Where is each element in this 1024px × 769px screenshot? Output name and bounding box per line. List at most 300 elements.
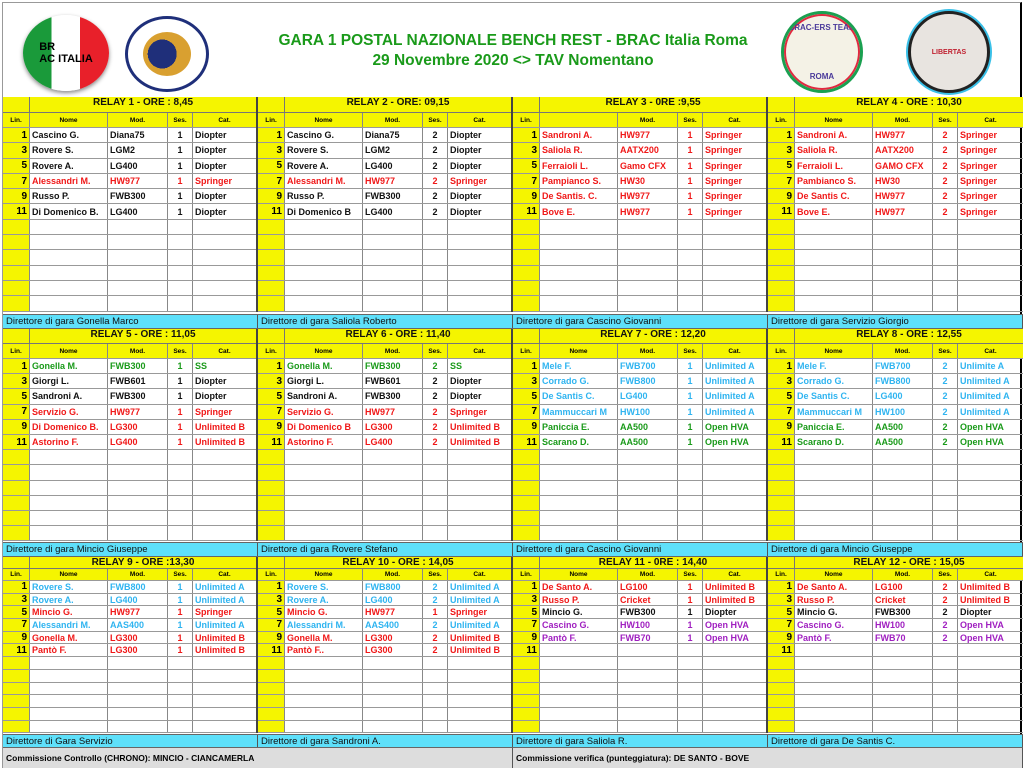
column-header: Lin. <box>3 113 30 127</box>
lane-number <box>258 250 285 264</box>
category: Unlimited B <box>450 645 501 656</box>
category: Diopter <box>195 206 227 217</box>
rifle-model: FWB300 <box>873 606 933 618</box>
rifle-model: FWB800 <box>618 374 678 388</box>
rifle-model: HW100 <box>873 405 933 419</box>
session <box>678 657 703 669</box>
session: 1 <box>678 435 703 449</box>
session <box>678 526 703 540</box>
shooter-name <box>795 220 873 234</box>
category <box>193 721 256 733</box>
column-header: Ses. <box>168 113 193 127</box>
rifle-model: FWB300 <box>363 189 423 203</box>
category: Unlimited A <box>705 376 755 387</box>
lane-number: 5 <box>513 389 540 403</box>
lane-number: 7 <box>3 619 30 631</box>
rifle-model <box>108 450 168 464</box>
category: Springer <box>450 406 488 417</box>
lin-spacer <box>513 557 540 568</box>
category: Unlimited A <box>195 619 245 630</box>
shooter-name <box>540 496 618 510</box>
relay-title-row <box>3 329 256 344</box>
category <box>703 235 766 249</box>
lane-number: 7 <box>768 174 795 188</box>
rifle-model: HW100 <box>618 405 678 419</box>
table-row <box>513 420 766 435</box>
session <box>168 670 193 682</box>
table-row <box>513 581 766 594</box>
rifle-model <box>108 281 168 295</box>
table-row <box>258 511 511 526</box>
rifle-model: FWB700 <box>618 359 678 373</box>
shooter-name: Rovere A. <box>285 594 363 606</box>
column-header: Lin. <box>513 113 540 127</box>
lane-number <box>513 670 540 682</box>
table-row <box>258 435 511 450</box>
category <box>958 281 1023 295</box>
column-header: Nome <box>795 113 873 127</box>
shooter-name <box>30 496 108 510</box>
category: Unlimited A <box>705 361 755 372</box>
rifle-model <box>873 220 933 234</box>
category <box>193 266 256 280</box>
table-row <box>513 296 766 311</box>
shooter-name: Russo P. <box>540 594 618 606</box>
table-row <box>3 250 256 265</box>
category <box>703 708 766 720</box>
table-row <box>3 435 256 450</box>
lane-number: 11 <box>513 644 540 656</box>
rifle-model: FWB601 <box>108 374 168 388</box>
rifle-model: LG400 <box>363 435 423 449</box>
lane-number: 9 <box>3 420 30 434</box>
lane-number: 3 <box>258 594 285 606</box>
relay-title-row <box>513 97 766 113</box>
shooter-name <box>795 644 873 656</box>
column-header: Ses. <box>423 344 448 358</box>
column-header: Mod. <box>618 113 678 127</box>
rifle-model: Cricket <box>873 594 933 606</box>
lane-number <box>258 281 285 295</box>
table-row <box>258 159 511 174</box>
table-row <box>513 670 766 683</box>
column-header-row <box>768 344 1023 359</box>
shooter-name: Russo P. <box>795 594 873 606</box>
shooter-name: Alessandri M. <box>285 174 363 188</box>
rifle-model <box>873 235 933 249</box>
category <box>448 708 511 720</box>
table-row <box>3 235 256 250</box>
session: 1 <box>168 619 193 631</box>
column-header: Lin. <box>513 569 540 580</box>
rifle-model <box>363 250 423 264</box>
column-header-row <box>513 113 766 128</box>
shooter-name <box>540 266 618 280</box>
session <box>423 235 448 249</box>
column-header: Ses. <box>678 569 703 580</box>
lane-number: 7 <box>513 619 540 631</box>
table-row <box>3 695 256 708</box>
shooter-name: Di Domenico B. <box>30 204 108 218</box>
race-director: Direttore di gara Saliola R. <box>513 735 768 747</box>
lane-number <box>768 526 795 540</box>
shooter-name <box>540 657 618 669</box>
session: 1 <box>168 606 193 618</box>
shooter-name: Cascino G. <box>795 619 873 631</box>
rifle-model <box>873 266 933 280</box>
lane-number: 11 <box>768 644 795 656</box>
shooter-name <box>285 220 363 234</box>
table-row <box>258 708 511 721</box>
shooter-name <box>285 250 363 264</box>
lane-number <box>3 708 30 720</box>
session <box>168 683 193 695</box>
session <box>933 526 958 540</box>
category <box>958 450 1023 464</box>
lane-number: 3 <box>513 374 540 388</box>
rifle-model: LG100 <box>618 581 678 593</box>
table-row <box>3 359 256 374</box>
lane-number: 9 <box>258 632 285 644</box>
race-director: Direttore di gara Cascino Giovanni <box>513 315 768 328</box>
lane-number <box>3 220 30 234</box>
relay-title-row <box>513 329 766 344</box>
lane-number <box>768 708 795 720</box>
rifle-model <box>363 465 423 479</box>
lane-number: 3 <box>513 143 540 157</box>
shooter-name: Giorgi L. <box>285 374 363 388</box>
lane-number: 9 <box>513 420 540 434</box>
shooter-name: Astorino F. <box>285 435 363 449</box>
column-header-row <box>3 569 256 581</box>
rifle-model: LG300 <box>363 632 423 644</box>
session <box>423 670 448 682</box>
lane-number: 9 <box>513 632 540 644</box>
session <box>423 250 448 264</box>
rifle-model <box>618 708 678 720</box>
category: Springer <box>960 176 998 187</box>
session <box>678 450 703 464</box>
shooter-name <box>540 511 618 525</box>
shooter-name <box>285 296 363 310</box>
lane-number: 3 <box>768 594 795 606</box>
category <box>703 465 766 479</box>
shooter-name <box>795 511 873 525</box>
lane-number <box>258 450 285 464</box>
rifle-model <box>873 695 933 707</box>
lin-spacer <box>3 557 30 568</box>
lane-number <box>768 511 795 525</box>
relay-title: RELAY 2 - ORE: 09,15 <box>346 97 450 108</box>
column-header: Ses. <box>423 113 448 127</box>
table-row <box>3 511 256 526</box>
shooter-name <box>30 296 108 310</box>
lane-number <box>258 708 285 720</box>
shooter-name <box>540 708 618 720</box>
lane-number <box>513 496 540 510</box>
table-row <box>258 526 511 541</box>
session: 2 <box>423 632 448 644</box>
session: 2 <box>933 389 958 403</box>
table-row <box>3 721 256 734</box>
category: Unlimited A <box>195 581 245 592</box>
rifle-model: AATX200 <box>873 143 933 157</box>
session <box>678 708 703 720</box>
column-header: Mod. <box>873 569 933 580</box>
category: Unlimited A <box>195 594 245 605</box>
rifle-model <box>363 220 423 234</box>
column-header: Mod. <box>108 569 168 580</box>
shooter-name <box>540 450 618 464</box>
session <box>168 526 193 540</box>
category <box>703 683 766 695</box>
lane-number: 7 <box>3 174 30 188</box>
rifle-model <box>108 496 168 510</box>
table-row <box>768 235 1023 250</box>
column-header: Mod. <box>618 344 678 358</box>
table-row <box>768 250 1023 265</box>
session <box>423 296 448 310</box>
session <box>933 296 958 310</box>
rifle-model <box>873 670 933 682</box>
lane-number <box>3 721 30 733</box>
lane-number: 5 <box>3 389 30 403</box>
category <box>958 220 1023 234</box>
rifle-model: HW977 <box>363 606 423 618</box>
column-header-row <box>768 569 1023 581</box>
session: 1 <box>168 632 193 644</box>
session <box>423 266 448 280</box>
lane-number: 3 <box>258 374 285 388</box>
shooter-name: Gonella M. <box>285 359 363 373</box>
rifle-model <box>618 235 678 249</box>
lane-number <box>513 281 540 295</box>
shooter-name: Gonella M. <box>285 632 363 644</box>
lane-number: 5 <box>3 159 30 173</box>
column-header: Cat. <box>473 571 486 578</box>
race-director: Direttore di gara Mincio Giuseppe <box>768 543 1023 556</box>
session <box>678 683 703 695</box>
shooter-name <box>285 708 363 720</box>
shooter-name: Bove E. <box>795 204 873 218</box>
session: 1 <box>168 159 193 173</box>
session <box>678 235 703 249</box>
session: 1 <box>168 594 193 606</box>
session <box>423 695 448 707</box>
session <box>168 695 193 707</box>
shooter-name: Cascino G. <box>540 619 618 631</box>
shooter-name <box>795 695 873 707</box>
column-header: Ses. <box>423 569 448 580</box>
lane-number: 1 <box>513 359 540 373</box>
rifle-model: HW977 <box>618 204 678 218</box>
shooter-name <box>285 465 363 479</box>
category: Unlimited B <box>195 632 246 643</box>
session <box>423 708 448 720</box>
category <box>448 683 511 695</box>
lane-number: 11 <box>768 435 795 449</box>
lane-number <box>258 721 285 733</box>
table-row <box>258 450 511 465</box>
lin-spacer <box>513 97 540 112</box>
table-row <box>768 374 1023 389</box>
table-row <box>258 405 511 420</box>
category <box>703 266 766 280</box>
shooter-name <box>795 721 873 733</box>
session: 1 <box>678 389 703 403</box>
table-row <box>258 606 511 619</box>
category <box>193 450 256 464</box>
relay-table <box>258 329 513 541</box>
category: Diopter <box>960 607 992 618</box>
brac-italia-logo: BR AC ITALIA <box>23 15 109 91</box>
relay-table <box>768 329 1023 541</box>
shooter-name <box>540 695 618 707</box>
shooter-name <box>540 235 618 249</box>
relay-title: RELAY 8 - ORE : 12,55 <box>856 329 962 340</box>
shooter-name: Mammuccari M <box>795 405 873 419</box>
lane-number: 11 <box>258 435 285 449</box>
rifle-model: Diana75 <box>363 128 423 142</box>
table-row <box>513 465 766 480</box>
shooter-name: Corrado G. <box>795 374 873 388</box>
lane-number: 5 <box>258 606 285 618</box>
session <box>423 721 448 733</box>
relay-title: RELAY 12 - ORE : 15,05 <box>853 557 965 568</box>
column-header: Ses. <box>678 344 703 358</box>
rifle-model: AAS400 <box>363 619 423 631</box>
session <box>933 465 958 479</box>
category: Diopter <box>450 160 482 171</box>
category: Diopter <box>195 376 227 387</box>
category: Unlimited A <box>450 594 500 605</box>
rifle-model <box>618 526 678 540</box>
lane-number <box>3 250 30 264</box>
column-header: Nome <box>285 569 363 580</box>
rifle-model <box>873 657 933 669</box>
shooter-name: Astorino F. <box>30 435 108 449</box>
session: 2 <box>423 644 448 656</box>
category: Unlimited A <box>450 581 500 592</box>
shooter-name <box>30 670 108 682</box>
category <box>448 296 511 310</box>
relay-band <box>3 329 1023 541</box>
lane-number <box>258 657 285 669</box>
table-row <box>768 174 1023 189</box>
session <box>423 481 448 495</box>
category <box>958 496 1023 510</box>
table-row <box>3 266 256 281</box>
relay-table <box>258 97 513 312</box>
session <box>933 511 958 525</box>
lane-number: 5 <box>258 159 285 173</box>
column-header: Mod. <box>363 344 423 358</box>
column-header: Cat. <box>728 116 741 124</box>
shooter-name <box>795 465 873 479</box>
lane-number <box>3 683 30 695</box>
lane-number <box>768 250 795 264</box>
column-header: Mod. <box>873 344 933 358</box>
category <box>703 496 766 510</box>
rifle-model: FWB70 <box>873 632 933 644</box>
category: Springer <box>195 176 233 187</box>
shooter-name: Sandroni A. <box>795 128 873 142</box>
table-row <box>513 405 766 420</box>
lane-number: 11 <box>513 204 540 218</box>
lane-number: 1 <box>258 581 285 593</box>
table-row <box>258 220 511 235</box>
race-director: Direttore di gara Cascino Giovanni <box>513 543 768 556</box>
rifle-model: LG400 <box>363 594 423 606</box>
rifle-model: Gamo CFX <box>618 159 678 173</box>
lane-number <box>768 481 795 495</box>
session <box>168 450 193 464</box>
session: 2 <box>933 374 958 388</box>
category: Diopter <box>195 130 227 141</box>
category <box>703 695 766 707</box>
table-row <box>513 708 766 721</box>
column-header-row <box>513 569 766 581</box>
header <box>3 3 1023 96</box>
category: Springer <box>705 206 743 217</box>
rifle-model <box>363 683 423 695</box>
table-row <box>513 526 766 541</box>
shooter-name <box>30 708 108 720</box>
race-director: Direttore di gara Rovere Stefano <box>258 543 513 556</box>
rifle-model: AAS400 <box>108 619 168 631</box>
column-header: Ses. <box>168 344 193 358</box>
shooter-name <box>30 266 108 280</box>
lane-number <box>513 296 540 310</box>
column-header: Lin. <box>768 569 795 580</box>
session: 2 <box>933 420 958 434</box>
table-row <box>258 657 511 670</box>
race-director: Direttore di gara De Santis C. <box>768 735 1023 747</box>
lane-number <box>768 281 795 295</box>
lane-number <box>3 296 30 310</box>
shooter-name <box>30 526 108 540</box>
rifle-model: LGM2 <box>363 143 423 157</box>
lane-number: 3 <box>513 594 540 606</box>
session: 1 <box>678 594 703 606</box>
table-row <box>513 128 766 143</box>
session <box>678 481 703 495</box>
category <box>448 695 511 707</box>
rifle-model <box>108 526 168 540</box>
category <box>958 296 1023 310</box>
table-row <box>3 405 256 420</box>
session <box>933 281 958 295</box>
table-row <box>513 281 766 296</box>
rifle-model: LG100 <box>873 581 933 593</box>
table-row <box>258 296 511 311</box>
table-row <box>513 721 766 734</box>
category <box>193 657 256 669</box>
shooter-name <box>285 511 363 525</box>
relay-table <box>768 97 1023 312</box>
category: Unlimited A <box>960 406 1010 417</box>
category <box>193 526 256 540</box>
category <box>448 657 511 669</box>
category <box>448 526 511 540</box>
rifle-model: HW100 <box>873 619 933 631</box>
category <box>958 526 1023 540</box>
table-row <box>3 644 256 657</box>
relay-title-row <box>3 97 256 113</box>
lane-number: 11 <box>3 644 30 656</box>
column-header: Cat. <box>218 116 231 124</box>
session: 1 <box>678 359 703 373</box>
